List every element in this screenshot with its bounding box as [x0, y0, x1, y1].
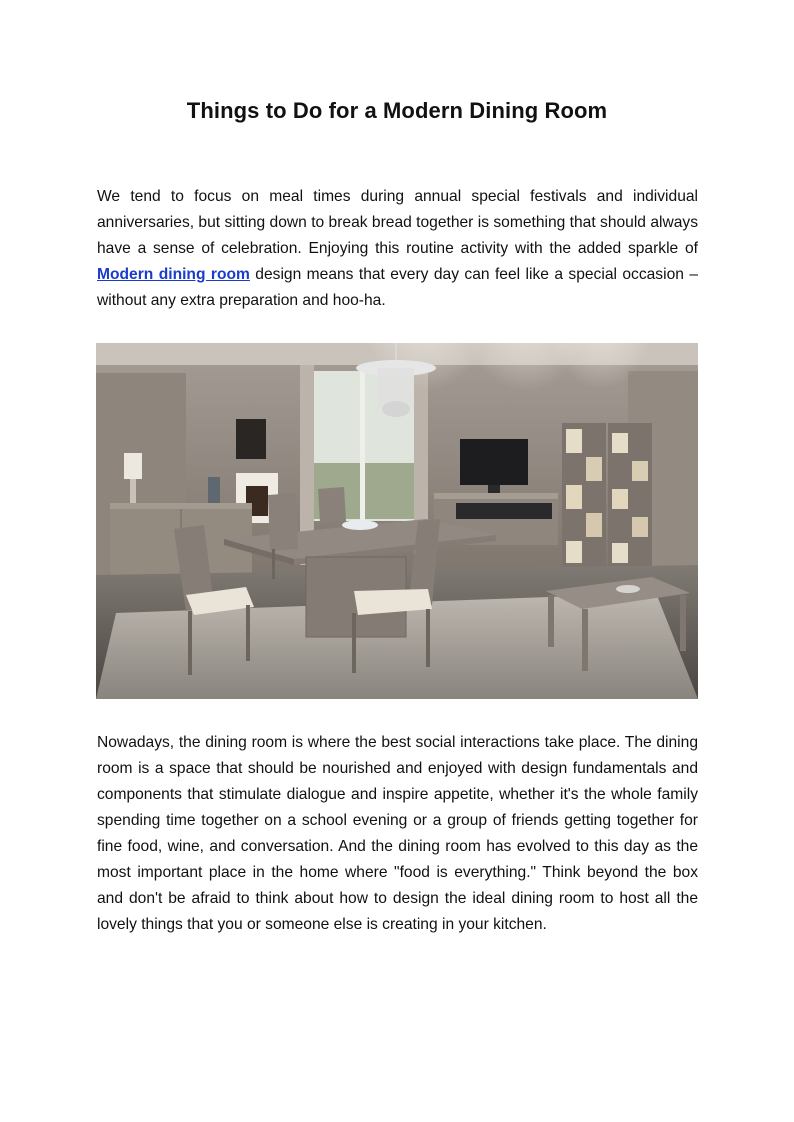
- body-paragraph: Nowadays, the dining room is where the best social interactions take place. The dining room is a space that should be nourished and enjoyed with design fundamentals and components that stimulate dialogue and inspire appetite, whether it's the whole family spending time together on a school evening or a group of friends getting together for fine food, wine, and conversation. And the dining room has evolved to this day as the most important place in the home where "food is everything." Think beyond the box and don't be afraid to think about how to design the ideal dining room to host all the lovely things that you or someone else is creating in your kitchen.: [97, 734, 698, 933]
- table-lamp: [124, 453, 142, 479]
- bookshelf-right: [608, 423, 652, 567]
- intro-paragraph: [97, 184, 698, 314]
- mirror: [236, 419, 266, 459]
- intro-text-after-link: design means that every day can feel like a special occasion – without any extra preparation and hoo-ha.: [97, 266, 698, 309]
- tv: [460, 439, 528, 485]
- page-title: Things to Do for a Modern Dining Room: [186, 98, 608, 123]
- vase: [208, 477, 220, 503]
- chair-back-right: [318, 487, 346, 523]
- intro-text-before-link: We tend to focus on meal times during annual special festivals and individual anniversaries, but sitting down to break bread together is something that should always have a sense of celebration. Enjoying this routine activity with the added sparkle of: [97, 188, 698, 257]
- window-frame: [360, 371, 365, 521]
- bookshelf-left: [562, 423, 606, 567]
- dining-room-photo: [96, 343, 698, 699]
- modern-dining-room-link[interactable]: Modern dining room: [97, 266, 250, 283]
